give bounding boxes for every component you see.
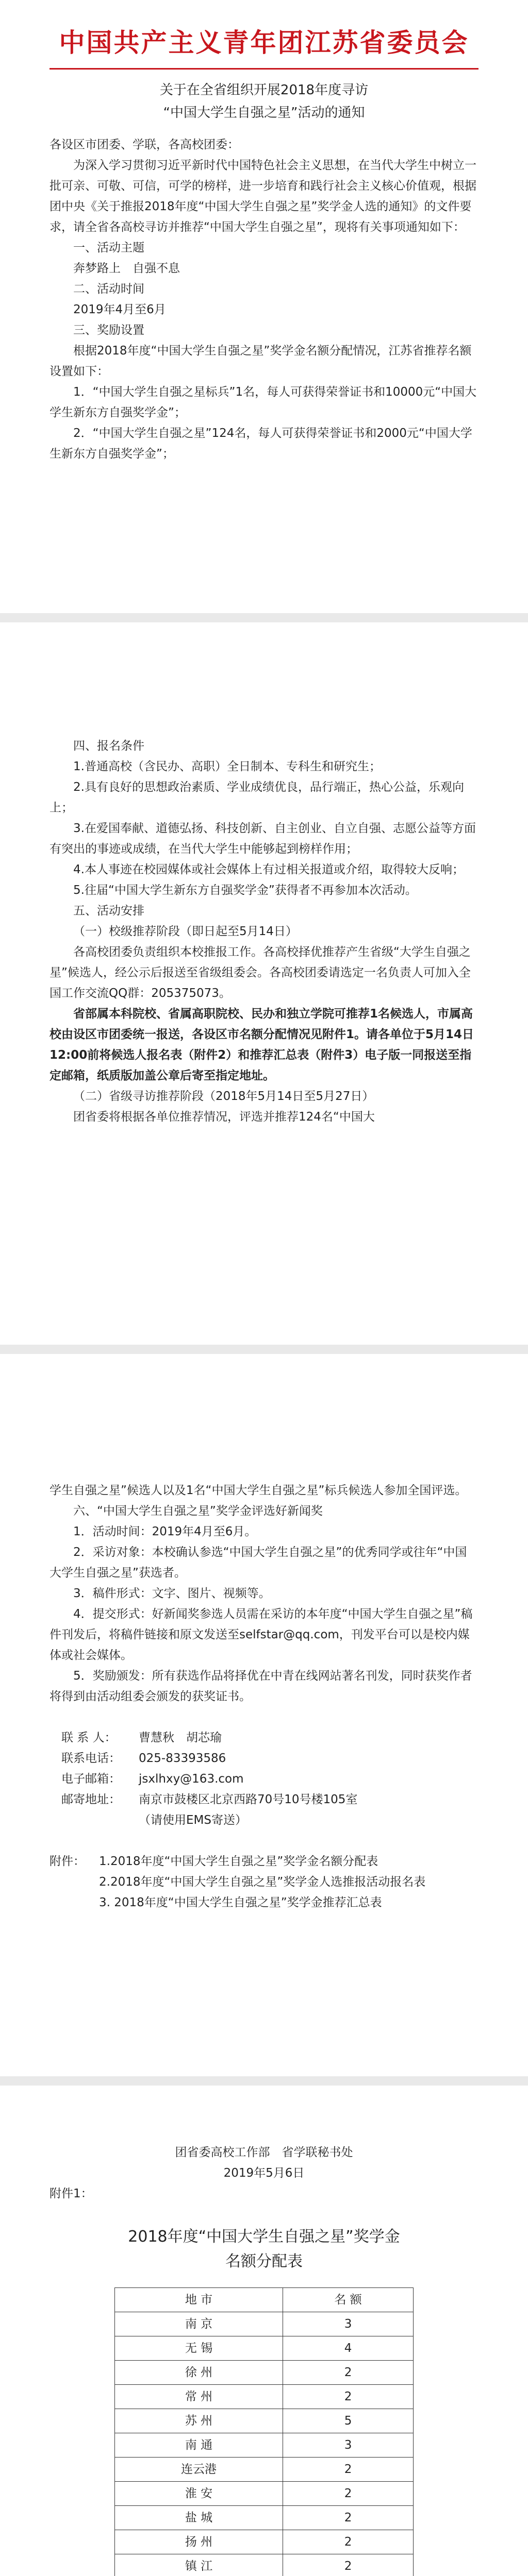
table-row	[115, 2312, 414, 2336]
contact-address-label: 邮寄地址：	[61, 1793, 121, 1806]
table-row	[115, 2482, 414, 2506]
table-row	[115, 2458, 414, 2482]
contact-person-row	[50, 1727, 478, 1748]
theme-text: 奔梦路上 自强不息	[73, 262, 180, 275]
schedule-stage-2-heading: （二）省级寻访推荐阶段（2018年5月14日至5月27日）	[73, 1090, 374, 1103]
table-row	[115, 2554, 414, 2576]
eligibility-item-3: 3.在爱国奉献、道德弘扬、科技创新、自主创业、自立自强、志愿公益等方面有突出的事迹或成绩，在当代大学生中能够起到榜样作用；	[50, 822, 476, 856]
attachments-list	[50, 1851, 478, 1913]
quota-table	[114, 2287, 414, 2576]
quota-city-cell: 连云港	[115, 2458, 283, 2482]
table-row	[115, 2506, 414, 2530]
quota-city-cell: 盐 城	[115, 2506, 283, 2530]
quota-city-cell: 镇 江	[115, 2554, 283, 2576]
award-item-2: 2．“中国大学生自强之星”124名，每人可获得荣誉证书和2000元“中国大学生新东方自强奖学金”；	[50, 427, 472, 461]
table-row	[115, 2385, 414, 2409]
eligibility-item-5: 5.往届“中国大学生新东方自强奖学金”获得者不再参加本次活动。	[73, 884, 417, 897]
attachment-item-1: 1.2018年度“中国大学生自强之星”奖学金名额分配表	[99, 1855, 378, 1868]
quota-header-count: 名 额	[283, 2288, 414, 2312]
schedule-stage-2-continued: 学生自强之星”候选人以及1名“中国大学生自强之星”标兵候选人参加全国评选。	[50, 1484, 467, 1497]
quota-count-cell: 2	[283, 2530, 414, 2554]
attachment-item-2: 2.2018年度“中国大学生自强之星”奖学金人选推报活动报名表	[99, 1875, 426, 1889]
quota-count-cell: 4	[283, 2336, 414, 2361]
quota-table-header-row	[115, 2288, 414, 2312]
table-row	[115, 2409, 414, 2433]
award-item-1: 1．“中国大学生自强之星标兵”1名，每人可获得荣誉证书和10000元“中国大学生新东方自强奖学金”；	[50, 385, 477, 419]
quota-city-cell: 常 州	[115, 2385, 283, 2409]
quota-table-title-line-2: 名额分配表	[225, 2252, 303, 2270]
schedule-stage-1-bold-notice: 省部属本科院校、省属高职院校、民办和独立学院可推荐1名候选人，市属高校由设区市团委统一报送，各设区市名额分配情况见附件1。请各单位于5月14日12:00前将候选人报名表（附件2）和推荐汇总表（附件3）电子版一同报送至指定邮箱，纸质版加盖公章后寄至指定地址。	[50, 1007, 474, 1082]
attachments-label: 附件：	[50, 1855, 85, 1868]
quota-city-cell: 淮 安	[115, 2482, 283, 2506]
document-page-4	[0, 2086, 528, 2576]
eligibility-item-2: 2.具有良好的思想政治素质、学业成绩优良，品行端正，热心公益，乐观向上；	[50, 781, 464, 815]
news-award-item-2: 2．采访对象：本校确认参选“中国大学生自强之星”的优秀同学或往年“中国大学生自强之星”获选者。	[50, 1546, 467, 1580]
schedule-stage-1-text: 各高校团委负责组织本校推报工作。各高校择优推荐产生省级“大学生自强之星”候选人，经公示后报送至省级组委会。各高校团委请选定一名负责人可加入全国工作交流QQ群：205375073。	[50, 945, 471, 1000]
contact-address-note: （请使用EMS寄送）	[139, 1814, 247, 1827]
table-row	[115, 2361, 414, 2385]
org-header-title: 中国共产主义青年团江苏省委员会	[59, 28, 469, 58]
eligibility-item-4: 4.本人事迹在校园媒体或社会媒体上有过相关报道或介绍，取得较大反响；	[73, 863, 464, 876]
quota-city-cell: 南 通	[115, 2433, 283, 2458]
document-page-3	[0, 1354, 528, 2076]
contact-address-value: 南京市鼓楼区北京西路70号10号楼105室	[139, 1793, 358, 1806]
contact-person-value: 曹慧秋 胡芯瑜	[139, 1731, 222, 1744]
attachment-1-label: 附件1：	[50, 2187, 93, 2200]
contact-phone-row	[50, 1748, 478, 1769]
contact-person-label: 联 系 人：	[61, 1731, 117, 1744]
table-row	[115, 2530, 414, 2554]
table-row	[115, 2336, 414, 2361]
quota-count-cell: 2	[283, 2458, 414, 2482]
document-page-2	[0, 622, 528, 1345]
document-title-line-1: 关于在全省组织开展2018年度寻访	[159, 82, 369, 98]
quota-count-cell: 3	[283, 2312, 414, 2336]
section-heading-schedule: 五、活动安排	[73, 904, 144, 918]
attachment-item-3: 3. 2018年度“中国大学生自强之星”奖学金推荐汇总表	[99, 1896, 382, 1909]
section-heading-awards: 三、奖励设置	[73, 324, 144, 337]
quota-city-cell: 徐 州	[115, 2361, 283, 2385]
time-text: 2019年4月至6月	[73, 303, 166, 316]
quota-count-cell: 2	[283, 2506, 414, 2530]
awards-intro: 根据2018年度“中国大学生自强之星”奖学金名额分配情况，江苏省推荐名额设置如下：	[50, 344, 472, 378]
signature-block	[50, 2142, 478, 2183]
intro-paragraph: 为深入学习贯彻习近平新时代中国特色社会主义思想，在当代大学生中树立一批可亲、可敬、可信，可学的榜样，进一步培育和践行社会主义核心价值观，根据团中央《关于推报2018年度“中国大学生自强之星”奖学金人选的通知》的文件要求，请全省各高校寻访并推荐“中国大学生自强之星”，现将有关事项通知如下：	[50, 159, 476, 234]
contact-email-row	[50, 1769, 478, 1789]
quota-count-cell: 2	[283, 2385, 414, 2409]
quota-city-cell: 南 京	[115, 2312, 283, 2336]
quota-table-title-line-1: 2018年度“中国大学生自强之星”奖学金	[128, 2228, 400, 2246]
quota-city-cell: 苏 州	[115, 2409, 283, 2433]
quota-header-city: 地 市	[115, 2288, 283, 2312]
contact-email-label: 电子邮箱：	[61, 1772, 121, 1786]
schedule-stage-1-heading: （一）校级推荐阶段（即日起至5月14日）	[73, 925, 298, 938]
section-heading-news-award: 六、“中国大学生自强之星”奖学金评选好新闻奖	[73, 1504, 323, 1518]
section-heading-time: 二、活动时间	[73, 282, 144, 296]
signature-orgs: 团省委高校工作部 省学联秘书处	[175, 2146, 353, 2159]
news-award-item-4: 4．提交形式：好新闻奖参选人员需在采访的本年度“中国大学生自强之星”稿件刊发后，将稿件链接和原文发送至selfstar@qq.com，刊发平台可以是校内媒体或社会媒体。	[50, 1607, 473, 1662]
contact-phone-value: 025-83393586	[139, 1752, 226, 1765]
quota-count-cell: 3	[283, 2433, 414, 2458]
contact-phone-label: 联系电话：	[61, 1752, 121, 1765]
header-red-rule	[50, 68, 478, 70]
news-award-item-1: 1．活动时间：2019年4月至6月。	[73, 1525, 257, 1538]
contact-email-value[interactable]: jsxlhxy@163.com	[139, 1772, 244, 1786]
table-row	[115, 2433, 414, 2458]
news-award-item-5: 5．奖励颁发：所有获选作品将择优在中青在线网站著名刊发，同时获奖作者将得到由活动组委会颁发的获奖证书。	[50, 1669, 472, 1703]
section-heading-theme: 一、活动主题	[73, 241, 144, 255]
section-heading-eligibility: 四、报名条件	[73, 739, 144, 753]
quota-city-cell: 扬 州	[115, 2530, 283, 2554]
quota-count-cell: 2	[283, 2554, 414, 2576]
document-title-line-2: “中国大学生自强之星”活动的通知	[163, 105, 365, 121]
quota-count-cell: 2	[283, 2361, 414, 2385]
eligibility-item-1: 1.普通高校（含民办、高职）全日制本、专科生和研究生；	[73, 760, 381, 773]
contact-address-row	[50, 1789, 478, 1810]
quota-count-cell: 5	[283, 2409, 414, 2433]
contact-address-note-row	[50, 1810, 478, 1831]
salutation: 各设区市团委、学联，各高校团委：	[50, 138, 239, 151]
schedule-stage-2-text: 团省委将根据各单位推荐情况，评选并推荐124名“中国大	[73, 1110, 375, 1124]
quota-count-cell: 2	[283, 2482, 414, 2506]
signature-date: 2019年5月6日	[223, 2166, 305, 2180]
quota-city-cell: 无 锡	[115, 2336, 283, 2361]
document-page-1	[0, 0, 528, 613]
news-award-item-3: 3．稿件形式：文字、图片、视频等。	[73, 1587, 271, 1600]
